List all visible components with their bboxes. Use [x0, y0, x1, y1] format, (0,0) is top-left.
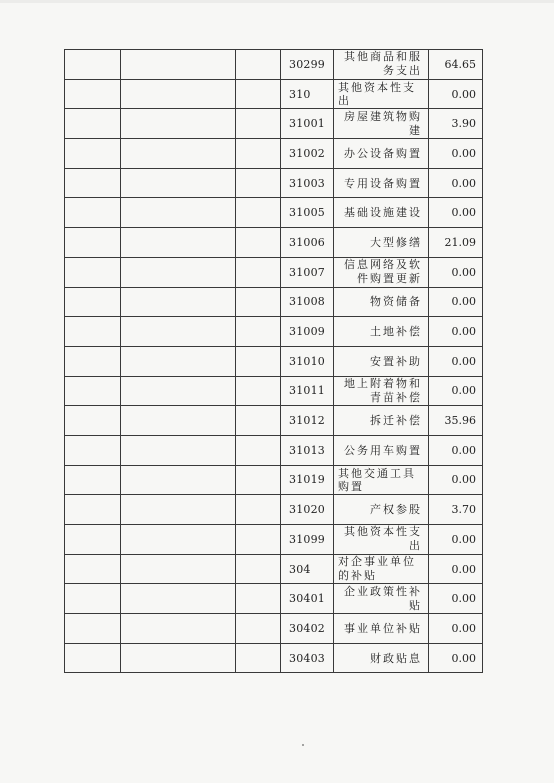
blank-cell [65, 50, 121, 80]
table-body [65, 50, 483, 673]
economic-code: 304 [281, 554, 334, 584]
amount: 0.00 [429, 376, 483, 406]
amount: 0.00 [429, 317, 483, 347]
blank-cell [236, 495, 281, 525]
blank-cell [236, 525, 281, 555]
blank-cell [121, 346, 236, 376]
table-row [65, 643, 483, 673]
blank-cell [121, 406, 236, 436]
blank-cell [121, 435, 236, 465]
economic-code: 31013 [281, 435, 334, 465]
item-name: 产权参股 [334, 495, 429, 525]
item-name: 其他商品和服务支出 [334, 50, 429, 80]
item-name: 地上附着物和青苗补偿 [334, 376, 429, 406]
table-row [65, 465, 483, 495]
economic-code: 31019 [281, 465, 334, 495]
amount: 0.00 [429, 643, 483, 673]
table-row [65, 198, 483, 228]
table-row [65, 79, 483, 109]
item-name: 对企事业单位的补贴 [334, 554, 429, 584]
blank-cell [65, 109, 121, 139]
table-row [65, 554, 483, 584]
economic-code: 31011 [281, 376, 334, 406]
blank-cell [236, 317, 281, 347]
budget-expenditure-table [64, 49, 483, 673]
economic-code: 31002 [281, 139, 334, 169]
blank-cell [65, 643, 121, 673]
economic-code: 310 [281, 79, 334, 109]
item-name: 其他资本性支出 [334, 79, 429, 109]
amount: 0.00 [429, 257, 483, 287]
blank-cell [65, 198, 121, 228]
blank-cell [65, 139, 121, 169]
item-name: 公务用车购置 [334, 435, 429, 465]
blank-cell [121, 525, 236, 555]
blank-cell [236, 50, 281, 80]
blank-cell [236, 465, 281, 495]
blank-cell [236, 406, 281, 436]
blank-cell [236, 554, 281, 584]
item-name: 企业政策性补贴 [334, 584, 429, 614]
blank-cell [65, 168, 121, 198]
blank-cell [121, 643, 236, 673]
blank-cell [236, 643, 281, 673]
blank-cell [236, 168, 281, 198]
blank-cell [121, 198, 236, 228]
economic-code: 31005 [281, 198, 334, 228]
blank-cell [121, 228, 236, 258]
blank-cell [65, 257, 121, 287]
item-name: 财政贴息 [334, 643, 429, 673]
blank-cell [65, 346, 121, 376]
table-row [65, 109, 483, 139]
table-row [65, 525, 483, 555]
item-name: 信息网络及软件购置更新 [334, 257, 429, 287]
blank-cell [121, 79, 236, 109]
economic-code: 30403 [281, 643, 334, 673]
amount: 0.00 [429, 614, 483, 644]
blank-cell [121, 465, 236, 495]
table-row [65, 317, 483, 347]
blank-cell [236, 287, 281, 317]
amount: 3.70 [429, 495, 483, 525]
blank-cell [236, 614, 281, 644]
blank-cell [65, 287, 121, 317]
amount: 0.00 [429, 287, 483, 317]
amount: 0.00 [429, 465, 483, 495]
blank-cell [121, 376, 236, 406]
amount: 0.00 [429, 168, 483, 198]
blank-cell [121, 50, 236, 80]
amount: 0.00 [429, 139, 483, 169]
economic-code: 30401 [281, 584, 334, 614]
blank-cell [236, 435, 281, 465]
table-row [65, 495, 483, 525]
economic-code: 31008 [281, 287, 334, 317]
table-row [65, 584, 483, 614]
blank-cell [121, 495, 236, 525]
amount: 0.00 [429, 346, 483, 376]
blank-cell [121, 584, 236, 614]
economic-code: 31010 [281, 346, 334, 376]
blank-cell [65, 435, 121, 465]
item-name: 办公设备购置 [334, 139, 429, 169]
blank-cell [65, 465, 121, 495]
amount: 64.65 [429, 50, 483, 80]
blank-cell [121, 109, 236, 139]
item-name: 其他资本性支出 [334, 525, 429, 555]
item-name: 其他交通工具购置 [334, 465, 429, 495]
amount: 0.00 [429, 79, 483, 109]
amount: 3.90 [429, 109, 483, 139]
item-name: 土地补偿 [334, 317, 429, 347]
item-name: 基础设施建设 [334, 198, 429, 228]
blank-cell [121, 257, 236, 287]
blank-cell [236, 376, 281, 406]
scan-mark [302, 744, 304, 746]
table-row [65, 406, 483, 436]
table-row [65, 257, 483, 287]
blank-cell [65, 317, 121, 347]
table-row [65, 376, 483, 406]
table-row [65, 139, 483, 169]
blank-cell [236, 257, 281, 287]
table-row [65, 435, 483, 465]
item-name: 大型修缮 [334, 228, 429, 258]
blank-cell [121, 554, 236, 584]
blank-cell [121, 614, 236, 644]
blank-cell [65, 495, 121, 525]
economic-code: 31001 [281, 109, 334, 139]
amount: 0.00 [429, 525, 483, 555]
economic-code: 30299 [281, 50, 334, 80]
economic-code: 30402 [281, 614, 334, 644]
table-row [65, 287, 483, 317]
table-row [65, 168, 483, 198]
amount: 35.96 [429, 406, 483, 436]
blank-cell [236, 79, 281, 109]
amount: 21.09 [429, 228, 483, 258]
item-name: 事业单位补贴 [334, 614, 429, 644]
blank-cell [65, 79, 121, 109]
economic-code: 31003 [281, 168, 334, 198]
table-row [65, 50, 483, 80]
blank-cell [121, 139, 236, 169]
amount: 0.00 [429, 584, 483, 614]
blank-cell [236, 346, 281, 376]
economic-code: 31006 [281, 228, 334, 258]
table-row [65, 228, 483, 258]
item-name: 专用设备购置 [334, 168, 429, 198]
economic-code: 31099 [281, 525, 334, 555]
blank-cell [236, 584, 281, 614]
blank-cell [65, 614, 121, 644]
blank-cell [65, 376, 121, 406]
blank-cell [236, 109, 281, 139]
blank-cell [121, 168, 236, 198]
economic-code: 31007 [281, 257, 334, 287]
economic-code: 31020 [281, 495, 334, 525]
blank-cell [65, 554, 121, 584]
economic-code: 31009 [281, 317, 334, 347]
blank-cell [65, 228, 121, 258]
economic-code: 31012 [281, 406, 334, 436]
blank-cell [121, 287, 236, 317]
page-edge [0, 0, 554, 3]
table-row [65, 614, 483, 644]
table-row [65, 346, 483, 376]
amount: 0.00 [429, 554, 483, 584]
blank-cell [236, 139, 281, 169]
item-name: 物资储备 [334, 287, 429, 317]
item-name: 房屋建筑物购建 [334, 109, 429, 139]
blank-cell [121, 317, 236, 347]
blank-cell [65, 584, 121, 614]
blank-cell [236, 198, 281, 228]
item-name: 安置补助 [334, 346, 429, 376]
blank-cell [65, 406, 121, 436]
blank-cell [236, 228, 281, 258]
amount: 0.00 [429, 198, 483, 228]
amount: 0.00 [429, 435, 483, 465]
blank-cell [65, 525, 121, 555]
item-name: 拆迁补偿 [334, 406, 429, 436]
